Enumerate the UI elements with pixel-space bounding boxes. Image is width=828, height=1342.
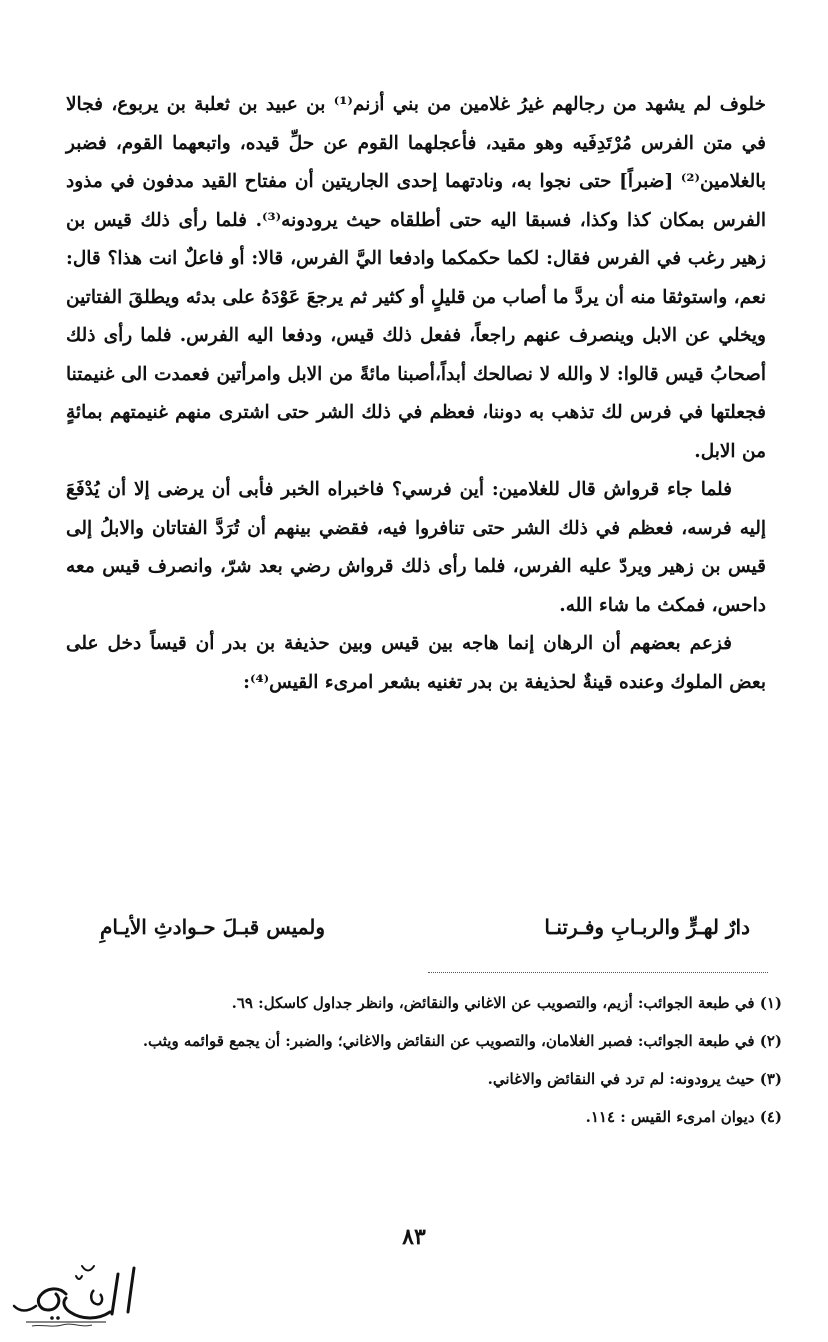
logo-calligraphy-icon (6, 1260, 146, 1332)
paragraph-1: خلوف لم يشهد من رجالهم غيرُ غلامين من بني أزنم⁽¹⁾ بن عبيد بن ثعلبة بن يربوع، فجالا في متن الفرس مُرْتَدِفَيه وهو مقيد، فأعجلهما القوم عن حلِّ قيده، واتبعهما القوم، فضبر بالغلامين⁽²⁾ [ضبراً] حتى نجوا به، ونادتهما إحدى الجاريتين أن مفتاح القيد مدفون في مذود الفرس بمكان كذا وكذا، فسبقا اليه حتى أطلقاه حيث يرودونه⁽³⁾. فلما رأى ذلك قيس بن زهير رغب في الفرس فقال: لكما حكمكما وادفعا اليَّ الفرس، قالا: أو فاعلٌ انت هذا؟ قال: نعم، واستوثقا منه أن يردَّ ما أصاب من قليلٍ أو كثير ثم يرجعَ عَوْدَهُ على بدئه ويطلقَ الفتاتين ويخلي عن الابل وينصرف عنهم راجعاً، ففعل ذلك قيس، ودفعا اليه الفرس. فلما رأى ذلك أصحابُ قيس قالوا: لا والله لا نصالحك أبداً،أصبنا مائةً من الابل وامرأتين فعمدت الى غنيمتنا فجعلتها في فرس لك تذهب به دوننا، فعظم في ذلك الشر حتى اشترى منهم غنيمتهم بمائةٍ من الابل. (66, 94, 767, 462)
page-number: ٨٣ (402, 1224, 426, 1250)
footnotes (66, 990, 782, 1142)
footnote-3: (٣) حيث يرودونه: لم ترد في النقائض والاغاني. (487, 1070, 782, 1088)
footnote-1: (١) في طبعة الجوائب: أزيم، والتصويب عن الاغاني والنقائض، وانظر جداول كاسكل: ٦٩. (231, 994, 782, 1012)
paragraph-2: فلما جاء قرواش قال للغلامين: أين فرسي؟ فاخبراه الخبر فأبى أن يرضى إلا أن يُدْفَعَ إليه فرسه، فعظم في ذلك الشر حتى تنافروا فيه، فقضي بينهم أن تُرَدَّ الفتاتان والابلُ إلى قيس بن زهير ويردّ عليه الفرس، فلما رأى ذلك قرواش رضي بعد شرّ، وانصرف قيس معه داحس، فمكث ما شاء الله. (66, 479, 766, 616)
publisher-logo (6, 1260, 146, 1332)
verse-second-hemistich: ولميس قبـلَ حـوادثِ الأيـامِ (100, 915, 326, 939)
paragraph-3: فزعم بعضهم أن الرهان إنما هاجه بين قيس وبين حذيفة بن بدر أن قيساً دخل على بعض الملوك وعنده قينةٌ لحذيفة بن بدر تغنيه بشعر امرىء القيس⁽⁴⁾: (66, 633, 766, 693)
footnote-separator (428, 972, 768, 973)
verse-first-hemistich: دارٌ لهـرٍّ والربـابِ وفـرتنـا (544, 915, 750, 939)
main-text (66, 86, 766, 702)
poetry-verse (100, 912, 750, 942)
footnote-4: (٤) ديوان امرىء القيس : ١١٤. (585, 1108, 782, 1126)
footnote-2: (٢) في طبعة الجوائب: فصبر الغلامان، والتصويب عن النقائض والاغاني؛ والضبر: أن يجمع قوائمه ويثب. (142, 1032, 782, 1050)
